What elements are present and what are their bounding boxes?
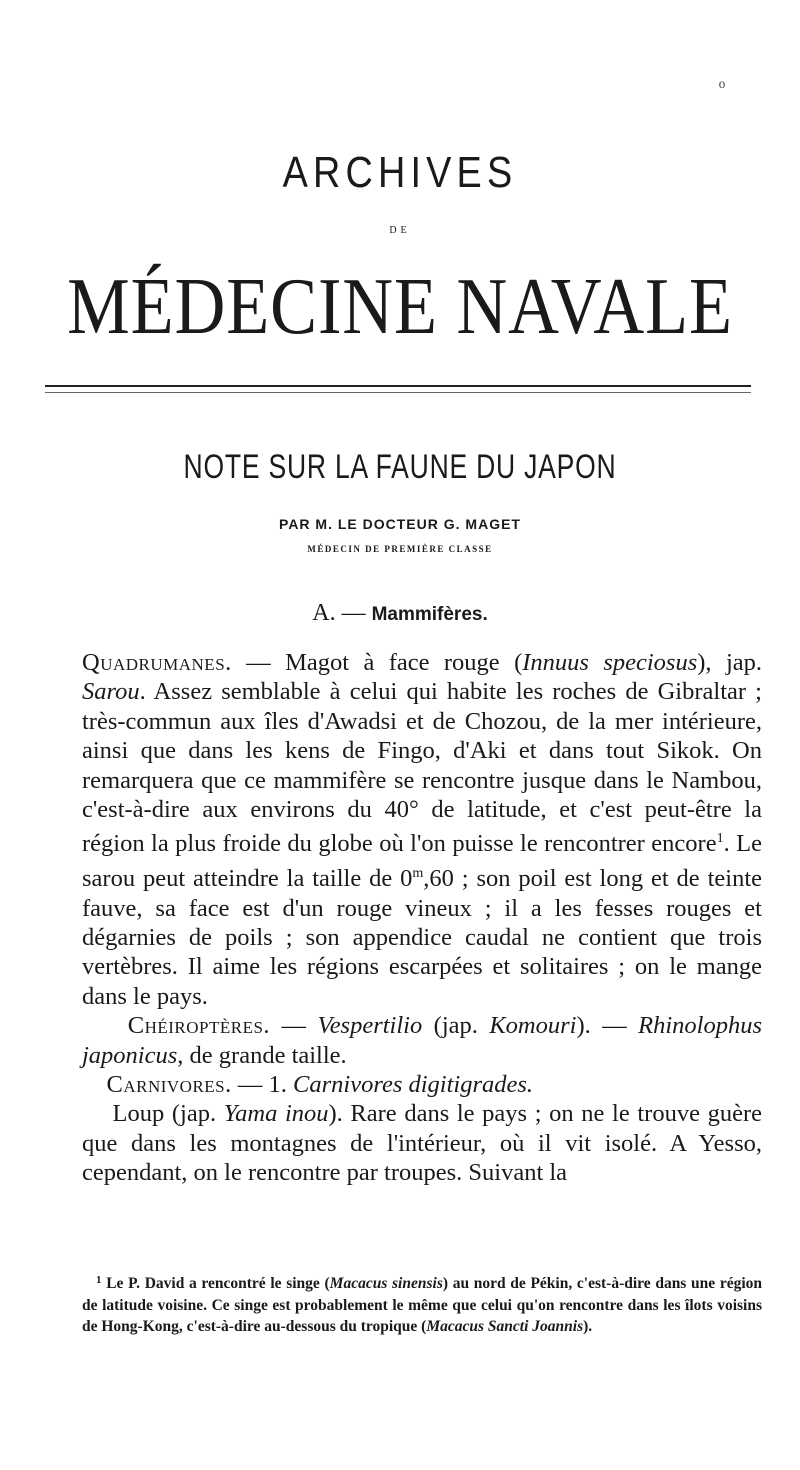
article-body: [82, 648, 762, 1188]
subsection-name: Carnivores digitigrades.: [293, 1071, 534, 1098]
paragraph-quadrumanes: [82, 648, 762, 1011]
title-rule-thin: [45, 392, 751, 393]
species-name: Innuus speciosus: [522, 649, 698, 676]
text-run: ), jap.: [697, 649, 763, 676]
text-run: . Le sarou peut atteindre la taille de 0: [82, 830, 762, 893]
article-author: PAR M. LE DOCTEUR G. MAGET: [279, 516, 521, 532]
species-name: Macacus sinensis: [329, 1275, 443, 1292]
section-letter: A.: [312, 600, 336, 626]
text-run: — Magot à face rouge (: [231, 649, 523, 676]
text-run: . Assez semblable à celui qui habite les roches de Gibraltar ; très-commun aux îles d'Awadsi et de Chozou, de la mer intérieure, ainsi que dans les kens de Fingo, d'Aki et dans tout Sikok. On remarquera que ce mammifère se rencontre jusque dans le Nambou, c'est-à-dire aux environs du 40° de latitude, et c'est peut-être la région la plus froide du globe où l'on puisse le rencontrer encore: [82, 678, 762, 858]
paragraph-carnivores: [82, 1070, 762, 1099]
text-run: ) au nord de Pékin, c'est-à-dire dans une région de latitude voisine. Ce singe est probablement le même que celui qu'on rencontre dans les îlots voisins de Hong-Kong, c'est-à-dire au-dessous du tropique (: [82, 1275, 762, 1335]
text-run: Le P. David a rencontré le singe (: [101, 1275, 330, 1292]
article-title: NOTE SUR LA FAUNE DU JAPON: [183, 448, 617, 486]
author-rank: MÉDECIN DE PREMIÈRE CLASSE: [307, 544, 493, 554]
journal-title-medecine-navale: MÉDECINE NAVALE: [67, 263, 733, 351]
text-run: — 1.: [231, 1071, 294, 1098]
text-run: ).: [583, 1318, 593, 1335]
text-run: , de grande taille.: [177, 1041, 347, 1069]
paragraph-lead: Chéiroptères.: [127, 1012, 271, 1040]
section-label: Mammifères.: [371, 604, 488, 625]
text-run: ). —: [576, 1012, 639, 1040]
paragraph-loup: [82, 1099, 762, 1187]
japanese-name: Yama inou: [223, 1100, 329, 1128]
footnote: [82, 1270, 762, 1338]
journal-title-archives: ARCHIVES: [282, 148, 518, 197]
text-run: ,60 ; son poil est long et de teinte fauve, sa face est d'un rouge vineux ; il a les fesses rouges et dégarnies de poils ; son appendice caudal ne contient que trois vertèbres. Il aime les régions escarpées et solitaires ; on le mange dans le pays.: [82, 865, 762, 1010]
journal-title-de: DE: [389, 225, 411, 236]
species-name: Vespertilio: [317, 1012, 423, 1040]
section-dash: —: [341, 600, 366, 626]
text-run: ). Rare dans le pays ; on ne le trouve guère que dans les montagnes de l'intérieur, où il vit isolé. A Yesso, cependant, on le rencontre par troupes. Suivant la: [82, 1100, 762, 1187]
text-run: —: [270, 1012, 318, 1040]
title-rule: [45, 385, 751, 387]
species-name: Rhinolophus japonicus: [82, 1012, 762, 1069]
text-run: Loup (jap.: [112, 1100, 224, 1128]
footnote-ref: 1: [716, 831, 724, 847]
section-heading: [0, 600, 800, 627]
paragraph-lead: Quadrumanes.: [82, 649, 232, 676]
species-name: Macacus Sancti Joannis: [426, 1318, 584, 1335]
japanese-name: Komouri: [489, 1012, 577, 1040]
japanese-name: Sarou: [82, 678, 140, 706]
footnote-number: 1: [96, 1274, 102, 1286]
paragraph-cheiropteres: [82, 1011, 762, 1070]
text-run: (jap.: [422, 1012, 490, 1040]
paragraph-lead: Carnivores.: [106, 1071, 232, 1098]
unit-superscript: m: [412, 866, 424, 881]
